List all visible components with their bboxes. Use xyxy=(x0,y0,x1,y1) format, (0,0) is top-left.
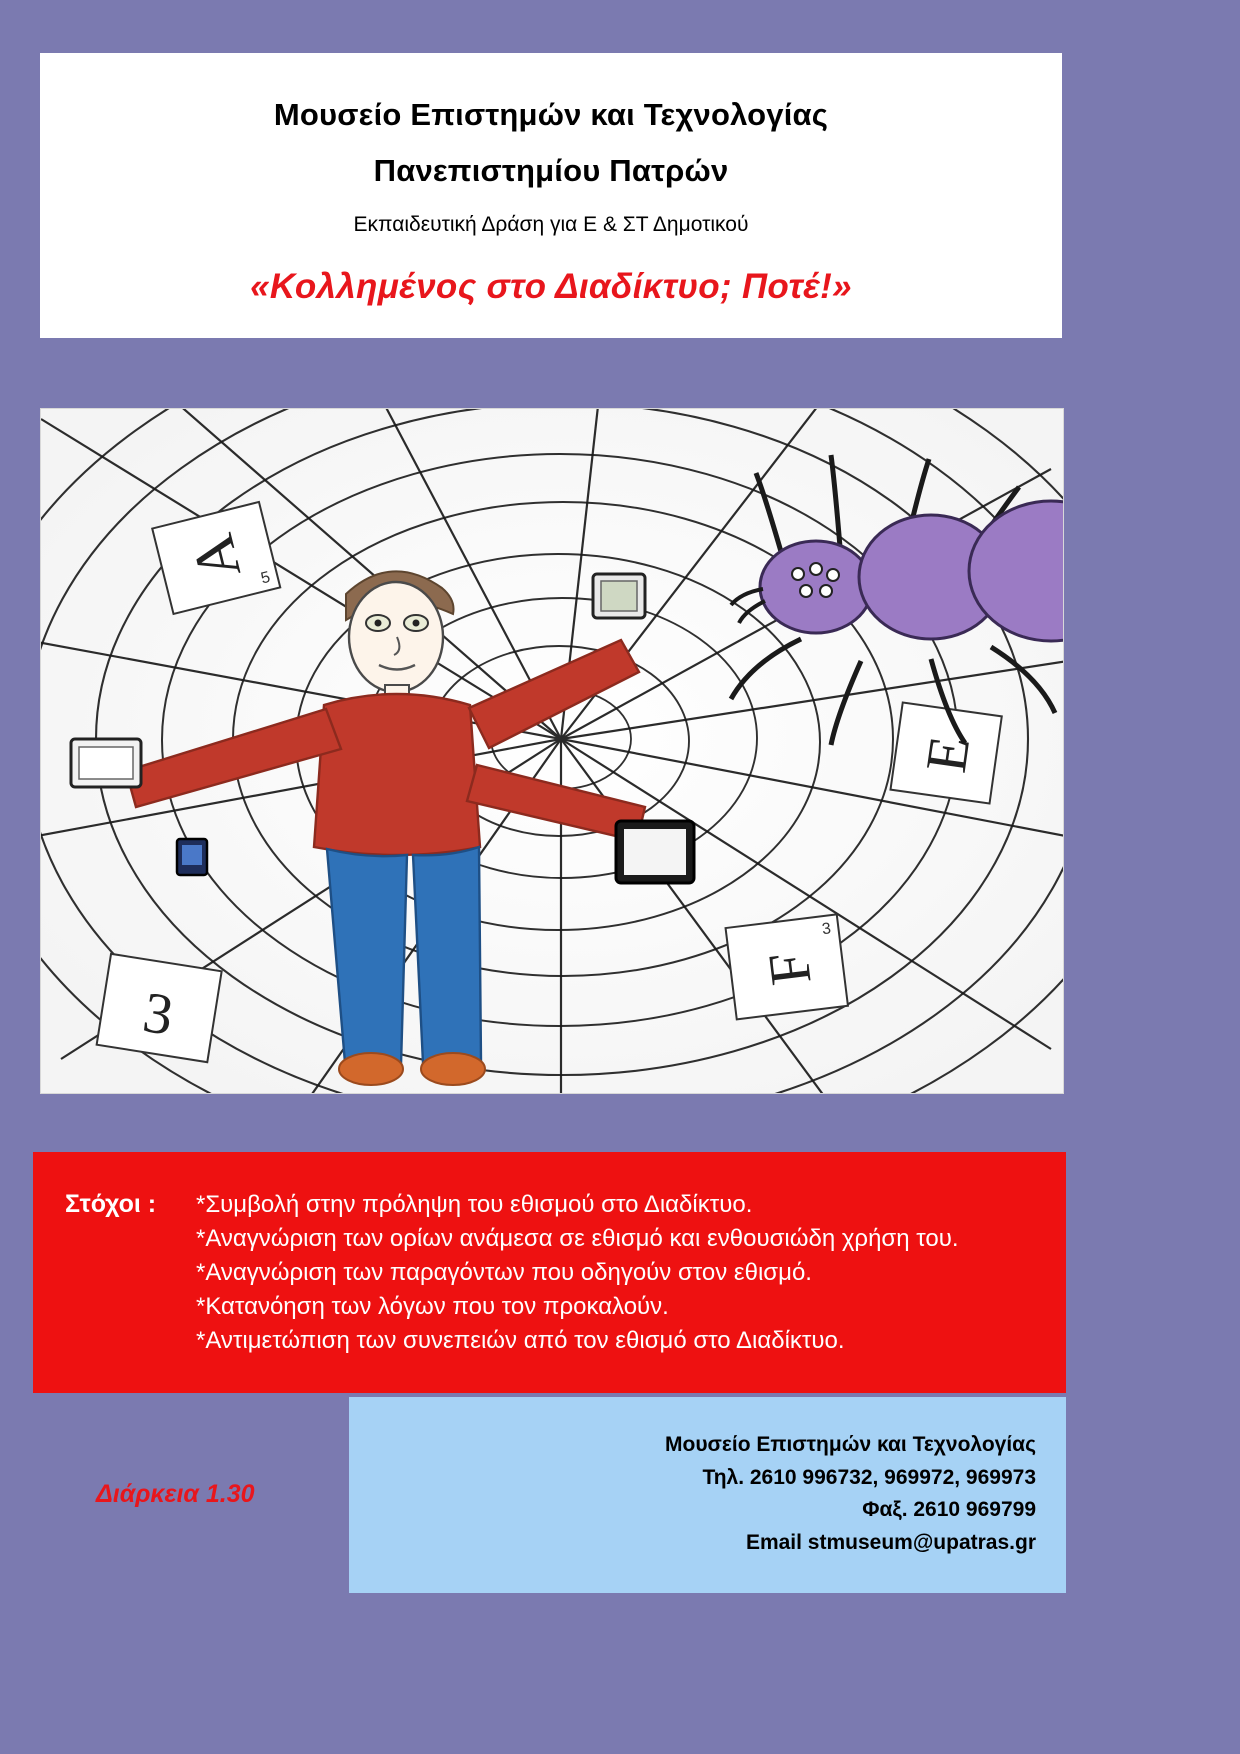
goal-item: *Συμβολή στην πρόληψη του εθισμού στο Διαδίκτυο. xyxy=(196,1191,753,1218)
artwork-image xyxy=(40,408,1064,1094)
svg-text:A: A xyxy=(178,527,254,587)
goals-label: Στόχοι : xyxy=(65,1190,157,1218)
program-subtitle: Εκπαιδευτική Δράση για Ε & ΣΤ Δημοτικού xyxy=(353,213,749,236)
svg-text:3: 3 xyxy=(821,920,832,939)
header-panel xyxy=(40,53,1062,338)
goal-item: *Αντιμετώπιση των συνεπειών από τον εθισμό στο Διαδίκτυο. xyxy=(196,1327,845,1355)
contact-email: Email stmuseum@upatras.gr xyxy=(745,1530,1036,1554)
page-title: «Κολλημένος στο Διαδίκτυο; Ποτέ!» xyxy=(250,267,852,306)
goal-item: *Αναγνώριση των παραγόντων που οδηγούν στον εθισμό. xyxy=(196,1259,812,1287)
goal-item: *Κατανόηση των λόγων που τον προκαλούν. xyxy=(196,1293,669,1321)
duration-text: Διάρκεια 1.30 xyxy=(96,1480,255,1508)
contact-box xyxy=(349,1397,1066,1593)
contact-phone: Τηλ. 2610 996732, 969972, 969973 xyxy=(702,1465,1036,1489)
museum-name-line1: Μουσείο Επιστημών και Τεχνολογίας xyxy=(273,97,829,132)
svg-text:3: 3 xyxy=(138,979,178,1048)
museum-name-line2: Πανεπιστημίου Πατρών xyxy=(373,153,729,188)
goals-list xyxy=(196,1188,1052,1358)
goal-item: *Αναγνώριση των ορίων ανάμεσα σε εθισμό και ενθουσιώδη χρήση του. xyxy=(196,1225,959,1253)
svg-text:5: 5 xyxy=(259,568,272,588)
svg-text:F: F xyxy=(755,948,824,989)
spiderweb-drawing-svg xyxy=(41,409,1063,1093)
svg-text:E: E xyxy=(912,732,983,777)
contact-org: Μουσείο Επιστημών και Τεχνολογίας xyxy=(665,1433,1036,1456)
contact-fax: Φαξ. 2610 969799 xyxy=(862,1498,1036,1522)
goals-box xyxy=(33,1152,1066,1393)
